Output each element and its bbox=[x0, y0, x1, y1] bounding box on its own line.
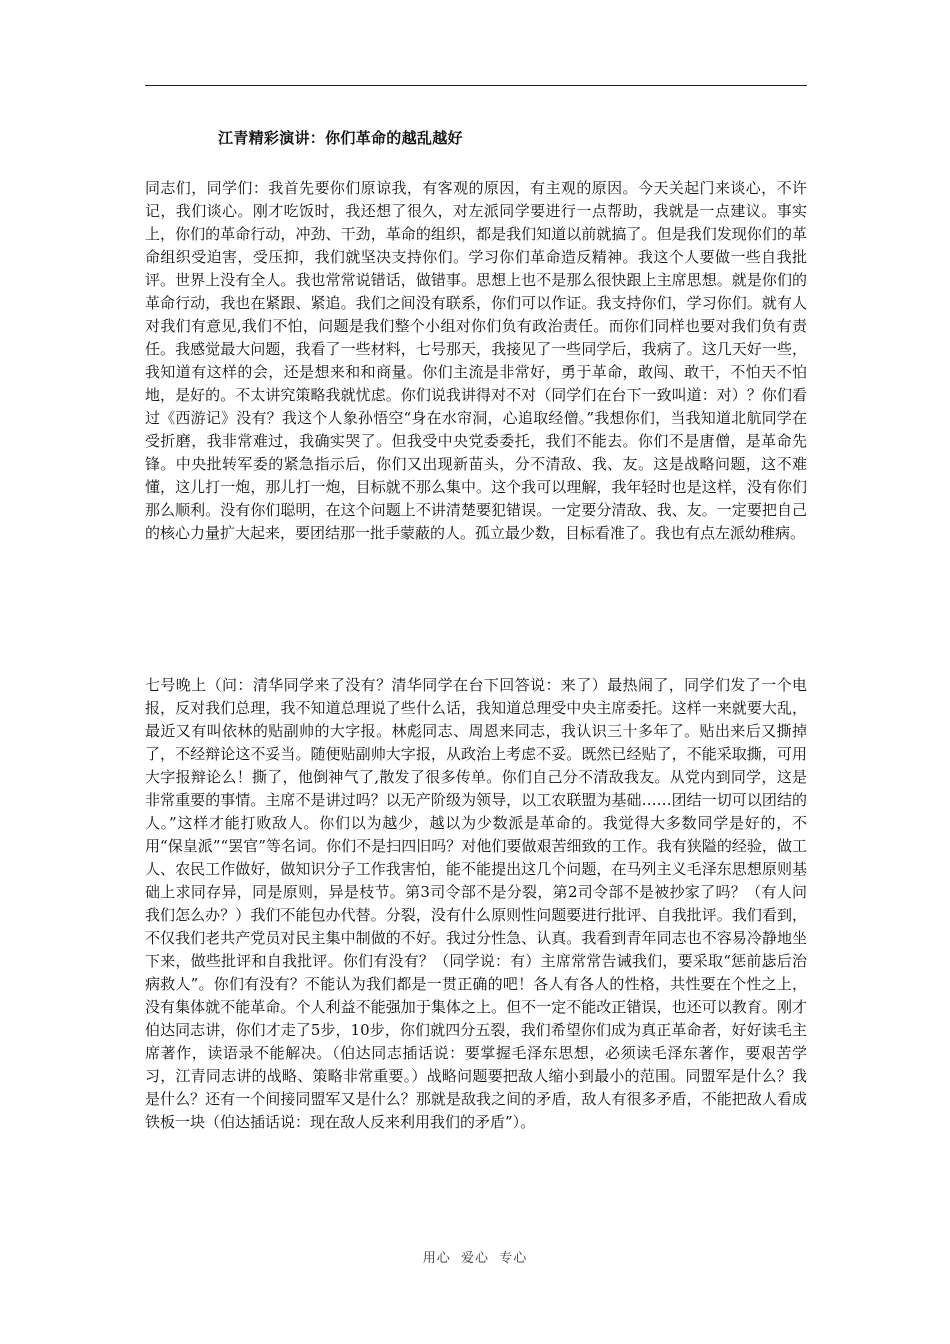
page-footer: 用心 爱心 专心 bbox=[422, 1251, 528, 1266]
document-title: 江青精彩演讲：你们革命的越乱越好 bbox=[218, 129, 463, 147]
body-paragraph-1: 同志们，同学们：我首先要你们原谅我，有客观的原因，有主观的原因。今天关起门来谈心，不许记，我们谈心。刚才吃饭时，我还想了很久，对左派同学要进行一点帮助，我就是一点建议。事实上，你们的革命行动，冲劲、干劲，革命的组织，都是我们知道以前就搞了。但是我们发现你们的革命组织受迫害，受压抑，我们就坚决支持你们。学习你们革命造反精神。我这个人要做一些自我批评。世界上没有全人。我也常常说错话，做错事。思想上也不是那么很快跟上主席思想。就是你们的革命行动，我也在紧跟、紧追。我们之间没有联系，你们可以作证。我支持你们，学习你们。就有人对我们有意见,我们不怕，问题是我们整个小组对你们负有政治责任。而你们同样也要对我们负有责任。我感觉最大问题，我看了一些材料，七号那天，我接见了一些同学后，我病了。这几天好一些，我知道有这样的会，还是想来和和商量。你们主流是非常好，勇于革命，敢闯、敢干，不怕天不怕地，是好的。不太讲究策略我就忧虑。你们说我讲得对不对（同学们在台下一致叫道：对）？你们看过《西游记》没有？我这个人象孙悟空“身在水帘洞，心追取经僧。”我想你们，当我知道北航同学在受折磨，我非常难过，我确实哭了。但我受中央党委委托，我们不能去。你们不是唐僧，是革命先锋。中央批转军委的紧急指示后，你们又出现新苗头，分不清敌、我、友。这是战略问题，这不难懂，这儿打一炮，那儿打一炮，目标就不那么集中。这个我可以理解，我年轻时也是这样，没有你们那么顺利。没有你们聪明，在这个问题上不讲清楚要犯错误。一定要分清敌、我、友。一定要把自己的核心力量扩大起来，要团结那一批手蒙蔽的人。孤立最少数，目标看准了。我也有点左派幼稚病。 bbox=[145, 179, 807, 542]
header-rule bbox=[145, 85, 807, 86]
body-paragraph-2: 七号晚上（问：清华同学来了没有？清华同学在台下回答说：来了）最热闹了，同学们发了一个电报，反对我们总理，我不知道总理说了些什么话，我知道总理受中央主席委托。这样一来就要大乱，最近又有叫依林的贴副帅的大字报。林彪同志、周恩来同志，我认识三十多年了。贴出来后又撕掉了，不经辩论这不妥当。随便贴副帅大字报，从政治上考虑不妥。既然已经贴了，不能采取撕，可用大字报辩论么！撕了，他倒神气了,散发了很多传单。你们自己分不清敌我友。从党内到同学，这是非常重要的事情。主席不是讲过吗？以无产阶级为领导，以工农联盟为基础……团结一切可以团结的人。”这样才能打败敌人。你们以为越少，越以为少数派是革命的。我觉得大多数同学是好的，不用“保皇派”“罢官”等名词。你们不是扫四旧吗？对他们要做艰苦细致的工作。我有狭隘的经验，做工人、农民工作做好，做知识分子工作我害怕，能不能提出这几个问题，在马列主义毛泽东思想原则基础上求同存异，同是原则，异是枝节。第3司令部不是分裂，第2司令部不是被抄家了吗？（有人问我们怎么办？）我们不能包办代替。分裂，没有什么原则性问题要进行批评、自我批评。我们看到，不仅我们老共产党员对民主集中制做的不好。我过分性急、认真。我看到青年同志也不容易冷静地坐下来，做些批评和自我批评。你们有没有？（同学说：有）主席常常告诫我们，要采取“惩前毖后治病救人”。你们有没有？不能认为我们都是一贯正确的吧！各人有各人的性格，共性要在个性之上，没有集体就不能革命。个人利益不能强加于集体之上。但不一定不能改正错误，也还可以教育。刚才伯达同志讲，你们才走了5步，10步，你们就四分五裂，我们希望你们成为真正革命者，好好读毛主席著作，读语录不能解决。（伯达同志插话说：要掌握毛泽东思想，必须读毛泽东著作，要艰苦学习，江青同志讲的战略、策略非常重要。）战略问题要把敌人缩小到最小的范围。同盟军是什么？我是什么？还有一个间接同盟军又是什么？那就是敌我之间的矛盾，敌人有很多矛盾，不能把敌人看成铁板一块（伯达插话说：现在敌人反来利用我们的矛盾”）。 bbox=[145, 676, 807, 1131]
